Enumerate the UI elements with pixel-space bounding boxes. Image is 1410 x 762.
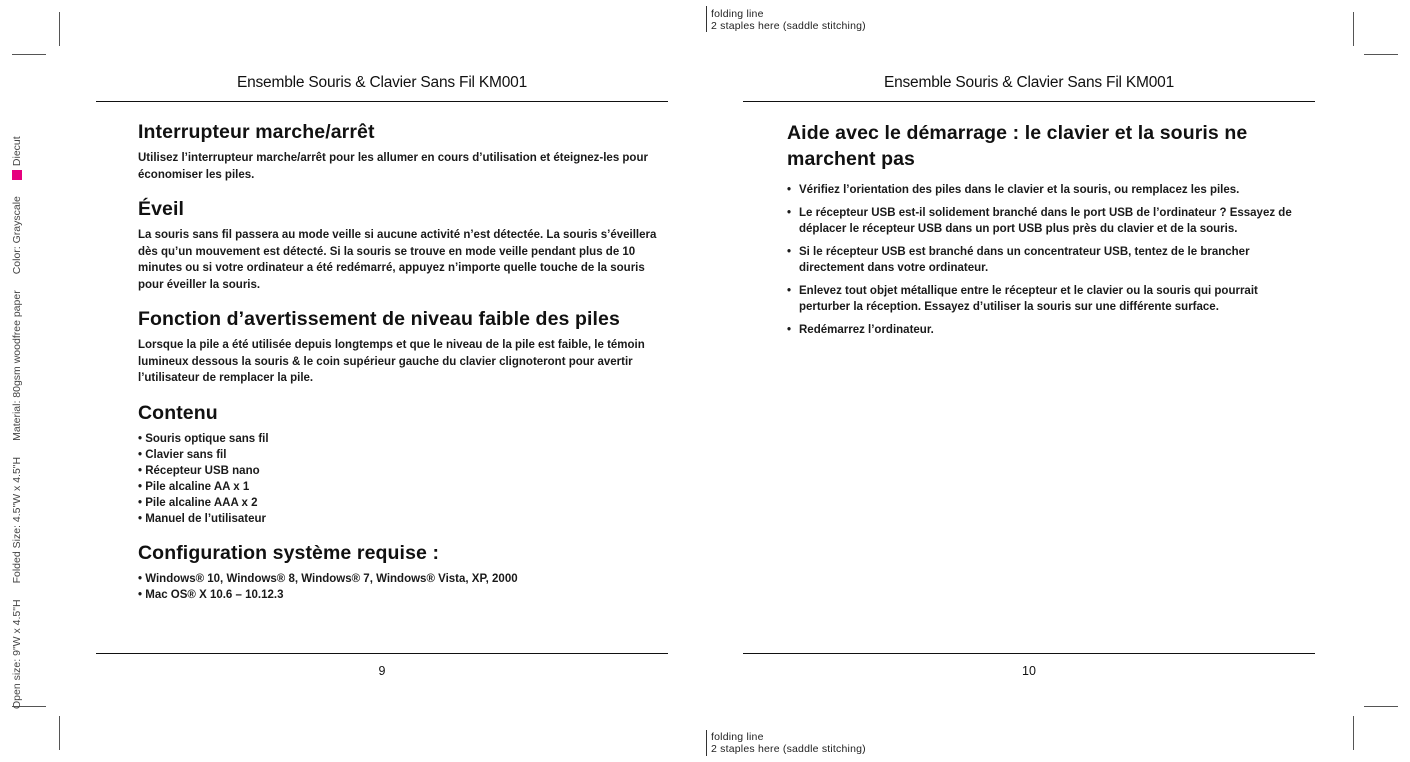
left-page-header: Ensemble Souris & Clavier Sans Fil KM001 [236, 74, 528, 91]
spec-open-size: Open size: 9"W x 4.5"H [11, 599, 23, 709]
list-item: • Vérifiez l’orientation des piles dans le clavier et la souris, ou remplacez les piles. [787, 182, 1307, 199]
right-page-header: Ensemble Souris & Clavier Sans Fil KM001 [883, 74, 1175, 91]
fold-note-top-line2: 2 staples here (saddle stitching) [711, 20, 866, 32]
low-battery-heading: Fonction d’avertissement de niveau faible des piles [138, 308, 620, 330]
list-item: • Enlevez tout objet métallique entre le récepteur et le clavier ou la souris qui pourrait perturber la réception. Essayez d’utiliser la souris sur une différente surface. [787, 283, 1307, 316]
crop-mark-right-bottom [1364, 706, 1398, 707]
crop-mark-left-top [12, 54, 46, 55]
list-item: • Windows® 10, Windows® 8, Windows® 7, Windows® Vista, XP, 2000 [138, 571, 668, 587]
right-page-bottom-rule [743, 653, 1315, 654]
list-item: • Clavier sans fil [138, 447, 668, 463]
left-page-content [138, 120, 668, 617]
fold-note-bottom-line1: folding line [711, 731, 764, 743]
crop-mark-top-left [59, 12, 60, 46]
requirements-list [138, 571, 668, 603]
power-switch-text: Utilisez l’interrupteur marche/arrêt pour les allumer en cours d’utilisation et éteignez-les pour économiser les piles. [138, 152, 648, 181]
right-page-number: 10 [1022, 664, 1036, 678]
left-page-top-rule [96, 101, 668, 102]
right-page-top-rule [743, 101, 1315, 102]
list-item: • Manuel de l’utilisateur [138, 511, 668, 527]
help-heading: Aide avec le démarrage : le clavier et la souris ne marchent pas [787, 122, 1248, 170]
crop-mark-bottom-right [1353, 716, 1354, 750]
list-item: • Souris optique sans fil [138, 431, 668, 447]
fold-note-bottom-line2: 2 staples here (saddle stitching) [711, 743, 866, 755]
spec-color: Color: Grayscale [11, 196, 23, 275]
low-battery-text: Lorsque la pile a été utilisée depuis longtemps et que le niveau de la pile est faible, le témoin lumineux dessous la souris & le coin supérieur gauche du clavier clignoteront pour avertir l’utilisateur de remplacer la pile. [138, 339, 645, 384]
contents-heading: Contenu [138, 401, 218, 424]
spec-folded-size: Folded Size: 4.5"W x 4.5"H [11, 456, 23, 584]
wake-text: La souris sans fil passera au mode veille si aucune activité n’est détectée. La souris s’éveillera dès qu’un mouvement est détecté. Si la souris se trouve en mode veille pendant plus de 10 minutes ou si votre ordinateur a été redémarré, appuyez n’importe quelle touche de la souris pour éveiller la souris. [138, 229, 657, 291]
crop-mark-right-top [1364, 54, 1398, 55]
list-item: • Mac OS® X 10.6 – 10.12.3 [138, 587, 668, 603]
list-item: • Pile alcaline AAA x 2 [138, 495, 668, 511]
spec-diecut-label: Diecut [11, 136, 23, 167]
spec-diecut [10, 136, 24, 180]
requirements-heading: Configuration système requise : [138, 541, 440, 564]
fold-line-bottom [706, 730, 707, 756]
fold-line-top [706, 6, 707, 32]
diecut-swatch-icon [12, 170, 22, 180]
contents-list [138, 431, 668, 527]
list-item: • Le récepteur USB est-il solidement branché dans le port USB de l’ordinateur ? Essayez de déplacer le récepteur USB dans un port USB plus près du clavier et de la souris. [787, 205, 1307, 238]
fold-note-top-line1: folding line [711, 8, 764, 20]
help-list [787, 182, 1307, 338]
list-item: • Redémarrez l’ordinateur. [787, 322, 1307, 339]
crop-mark-bottom-left [59, 716, 60, 750]
side-specs [10, 59, 24, 709]
right-page-content [787, 120, 1307, 352]
right-page [743, 0, 1315, 762]
spec-material: Material: 80gsm woodfree paper [11, 290, 23, 441]
crop-mark-top-right [1353, 12, 1354, 46]
left-page [96, 0, 668, 762]
left-page-bottom-rule [96, 653, 668, 654]
list-item: • Récepteur USB nano [138, 463, 668, 479]
power-switch-heading: Interrupteur marche/arrêt [138, 121, 375, 143]
list-item: • Si le récepteur USB est branché dans un concentrateur USB, tentez de le brancher directement dans votre ordinateur. [787, 244, 1307, 277]
left-page-number: 9 [378, 664, 386, 678]
list-item: • Pile alcaline AA x 1 [138, 479, 668, 495]
wake-heading: Éveil [138, 198, 185, 220]
